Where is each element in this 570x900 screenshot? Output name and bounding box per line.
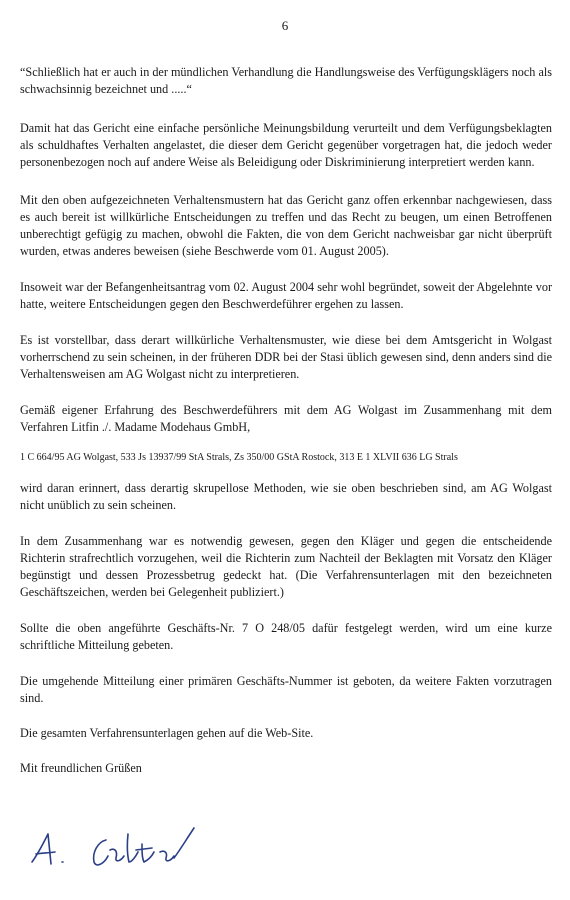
paragraph: In dem Zusammenhang war es notwendig gewesen, gegen den Kläger und gegen die entscheidende Richterin strafrechtlich vorzugehen, weil die Richterin zum Nachteil der Beklagten mit Vorsatz den Kläger begünstigt und dessen Prozessbetrug gedeckt hat. (Die Verfahrensunterlagen mit den bezeichneten Geschäftszeichen, werden bei Gelegenheit publiziert.)	[20, 534, 552, 599]
paragraph: Mit den oben aufgezeichneten Verhaltensmustern hat das Gericht ganz offen erkennbar nachgewiesen, dass es auch bereit ist willkürliche Entscheidungen zu treffen und das Recht zu beugen, um einen Betroffenen unberechtigt gefügig zu machen, obwohl die Fakten, die von dem Gericht nachweisbar gar nicht überprüft wurden, etwas anderes beweisen (siehe Beschwerde vom 01. August 2005).	[20, 193, 552, 258]
paragraph: Sollte die oben angeführte Geschäfts-Nr. 7 O 248/05 dafür festgelegt werden, wird um eine kurze schriftliche Mitteilung gebeten.	[20, 621, 552, 652]
page-number: 6	[281, 18, 289, 33]
paragraph: wird daran erinnert, dass derartig skrupellose Methoden, wie sie oben beschrieben sind, am AG Wolgast nicht unüblich zu sein scheinen.	[20, 481, 552, 512]
quoted-statement: “Schließlich hat er auch in der mündlichen Verhandlung die Handlungsweise des Verfügungsklägers noch als schwachsinnig bezeichnet und .....“	[20, 65, 552, 96]
paragraph: Gemäß eigener Erfahrung des Beschwerdeführers mit dem AG Wolgast im Zusammenhang mit dem Verfahren Litfin ./. Madame Modehaus GmbH,	[20, 403, 552, 434]
handwritten-signature	[28, 820, 198, 872]
case-references: 1 C 664/95 AG Wolgast, 533 Js 13937/99 StA Strals, Zs 350/00 GStA Rostock, 313 E 1 XLVII 636 LG Strals	[20, 452, 458, 463]
letter-body	[20, 64, 552, 777]
paragraph: Die umgehende Mitteilung einer primären Geschäfts-Nummer ist geboten, da weitere Fakten vorzutragen sind.	[20, 674, 552, 705]
paragraph: Die gesamten Verfahrensunterlagen gehen auf die Web-Site.	[20, 726, 314, 740]
paragraph: Damit hat das Gericht eine einfache persönliche Meinungsbildung verurteilt und dem Verfügungsbeklagten als schuldhaftes Verhalten angelastet, die dieser dem Gericht gegenüber vorgetragen hat, die jedoch weder personenbezogen noch auf andere Weise als Beleidigung oder Diskriminierung interpretiert werden kann.	[20, 121, 552, 169]
closing-salutation: Mit freundlichen Grüßen	[20, 761, 142, 775]
paragraph: Es ist vorstellbar, dass derart willkürliche Verhaltensmuster, wie diese bei dem Amtsgericht in Wolgast vorherrschend zu sein scheinen, in der früheren DDR bei der Stasi üblich gewesen sind, denn anders sind die Verhaltensweisen am AG Wolgast nicht zu interpretieren.	[20, 333, 552, 381]
paragraph: Insoweit war der Befangenheitsantrag vom 02. August 2004 sehr wohl begründet, soweit der Abgelehnte vor hatte, weitere Entscheidungen gegen den Beschwerdeführer ergehen zu lassen.	[20, 280, 552, 311]
